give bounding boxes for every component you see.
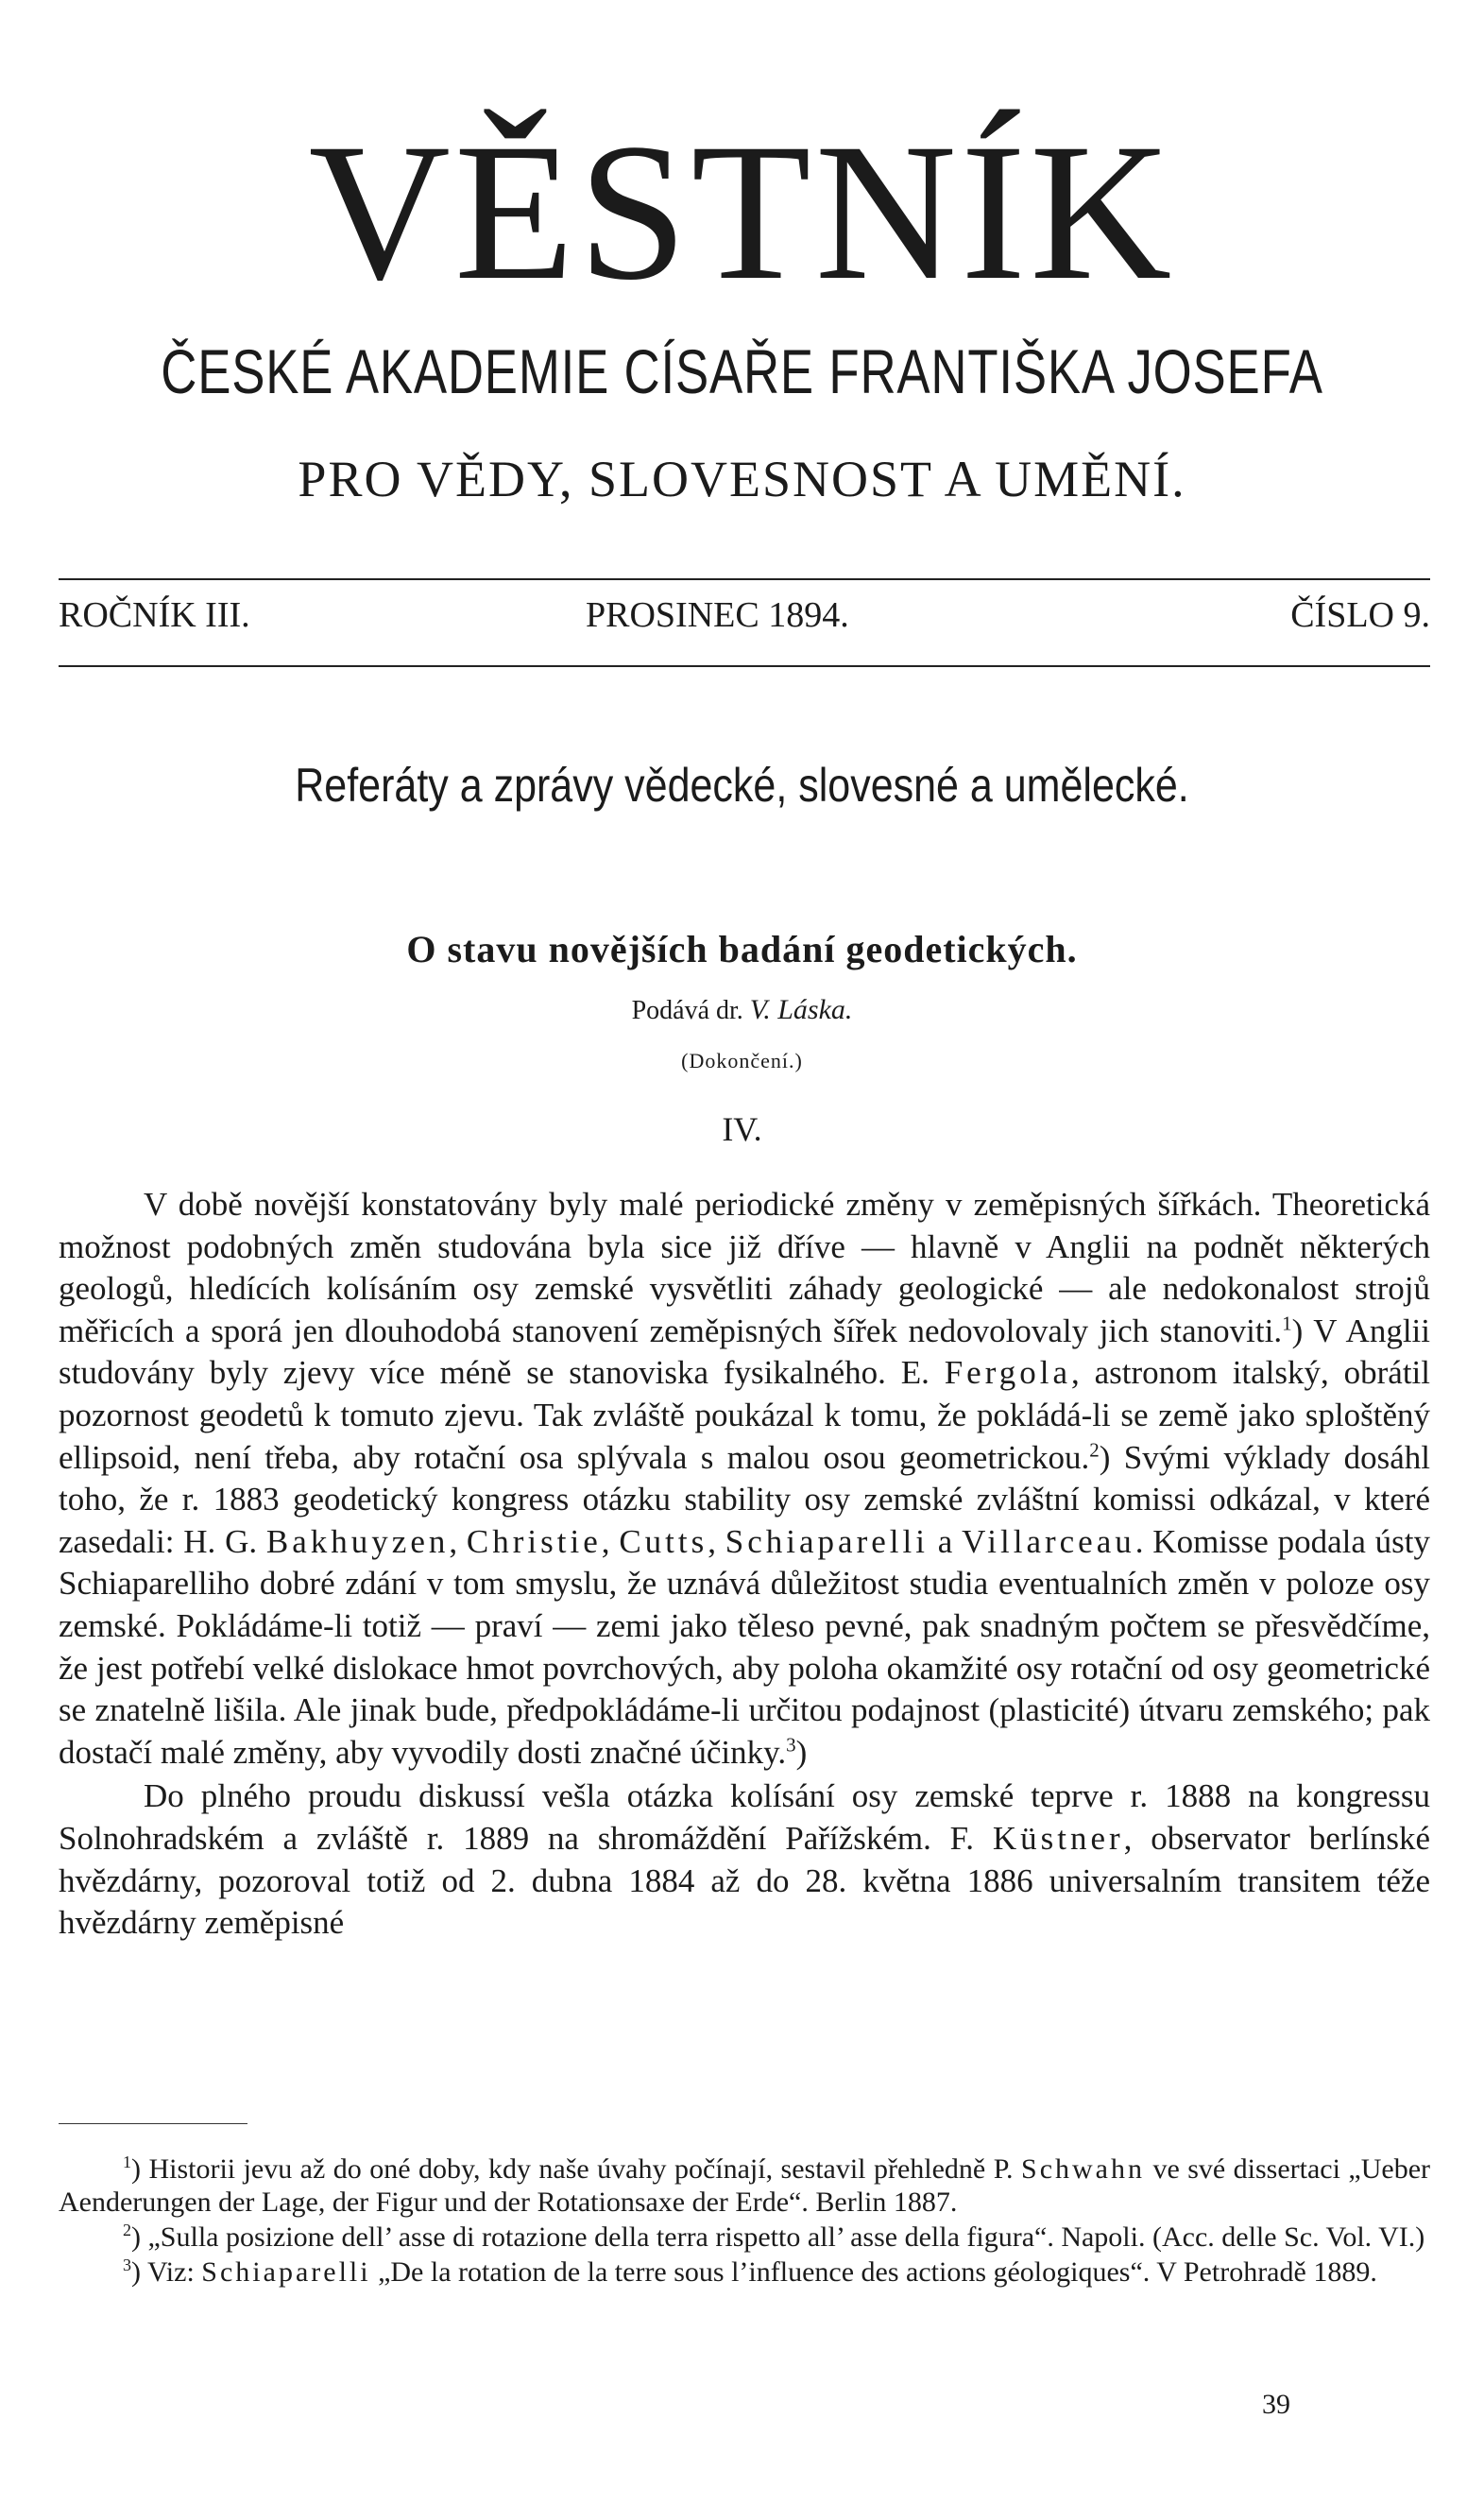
text-run: , — [708, 1522, 725, 1560]
footnote-rule — [59, 2123, 247, 2124]
footnotes — [59, 2152, 1430, 2290]
person-name: Bakhuyzen — [265, 1522, 450, 1560]
continuation-note: (Dokončení.) — [681, 1049, 803, 1072]
text-run: ) „Sulla posizione dell’ asse di rotazione della terra rispetto all’ asse della figura“. Napoli. (Acc. delle Sc. Vol. VI.) — [131, 2221, 1425, 2253]
text-run: . Komisse podala ústy Schiaparelliho dobré zdání v tom smyslu, že uznává důležitost studia eventualních změn v poloze osy zemské. Pokládáme-li totiž — praví — zemi jako těleso pevné, pak snadným počtem se přesvědčíme, že jest potřebí velké dislokace hmot povrchových, aby poloha okamžité osy rotační od osy geometrické se znatelně lišila. Ale jinak bude, předpokládáme-li určitou podajnost (plasticité) útvaru zemského; pak dostačí malé změny, aby vyvodily dosti značné účinky. — [59, 1522, 1431, 1771]
text-run: Do plného proudu diskussí vešla otázka kolísání osy zemské teprve r. 1888 na kongressu Solnohradském a zvláště r. 1889 na shromáždění Pařížském. F. — [59, 1777, 1430, 1857]
person-name: Villarceau — [962, 1522, 1135, 1560]
text-run: , astronom italský, obrátil pozornost geodetů k tomuto zjevu. Tak zvláště poukázal k tomu, že pokládá-li se země jako sploštěný ellipsoid, není třeba, aby rotační osa splývala s malou osou geometrickou. — [59, 1354, 1430, 1476]
byline-prefix: Podává dr. — [631, 996, 743, 1025]
masthead-subtitle: PRO VĚDY, SLOVESNOST A UMĚNÍ. — [298, 451, 1186, 507]
text-run: , observator berlínské hvězdárny, pozoroval totiž od 2. dubna 1884 až do 28. května 1886 universalním transitem téže hvězdárny zeměpisné — [59, 1819, 1430, 1942]
issue-number: ČÍSLO 9. — [1290, 595, 1430, 635]
paragraph-2 — [59, 1775, 1430, 1944]
person-name: Christie — [466, 1522, 602, 1560]
footnote-mark: 2 — [123, 2221, 131, 2239]
text-run: V Anglii studovány byly zjevy více méně se stanoviska fysikalného. E. — [59, 1312, 1430, 1392]
footnote-ref-2: 2 — [1089, 1437, 1100, 1461]
top-rule — [59, 578, 1430, 580]
text-run: ) — [795, 1733, 808, 1771]
masthead-title: VĚSTNÍK — [308, 103, 1176, 320]
paragraph-1: V době novější konstatovány byly malé periodické změny v zeměpisných šířkách. Theoretická možnost podobných změn studována byla sice již dříve — hlavně v Anglii na podnět některých geologů, hledících kolísáním osy zemské vysvětliti záhady geologické — ale nedokonalost strojů měřicích a sporá jen dlouhodobá stanovení zeměpisných šířek nedovolovaly jich stanoviti.$^1$) V Anglii studovány byly zjevy více méně se stanoviska fysikalného. E. Fergola, astronom italský, obrátil pozornost geodetů k tomuto zjevu. Tak zvláště poukázal k tomu, že pokládá-li se země jako sploštěný ellipsoid, není třeba, aby rotační osa splývala s malou osou geometrickou.$^2$) Svými výklady dosáhl toho, že r. 1883 geodetický kongress otázku stability osy zemské zvláštní komissi odkázal, v které zasedali: H. G. Bakhuyzen, Christie, Cutts, Schiaparelli a Villarceau. Komisse podala ústy Schiaparelliho dobré zdání v tom smyslu, že uznává důležitost studia eventualních změn v poloze osy zemské. Pokládáme-li totiž — praví — zemi jako těleso pevné, pak snadným počtem se přesvědčíme, že jest potřebí velké dislokace hmot povrchových, aby poloha okamžité osy rotační od osy geometrické se znatelně lišila. Ale jinak bude, předpokládáme-li určitou podajnost (plasticité) útvaru zemského; pak dostačí malé změny, aby vyvodily dosti značné účinky.$^3$) — [59, 1186, 1431, 1771]
text-run: a — [928, 1522, 963, 1560]
footnote-ref-1: 1 — [1282, 1312, 1292, 1335]
text-run: „De la rotation de la terre sous l’influence des actions géologiques“. V Petrohradě 1889. — [370, 2256, 1377, 2288]
volume-label: ROČNÍK III. — [59, 595, 250, 635]
author-name: V. Láska. — [749, 994, 853, 1025]
page-number: 39 — [1262, 2389, 1290, 2420]
footnote-ref-3: 3 — [786, 1733, 796, 1757]
person-name: Fergola — [944, 1354, 1071, 1392]
person-name: Cutts — [619, 1522, 708, 1560]
issue-date: PROSINEC 1894. — [586, 595, 849, 635]
bottom-rule — [59, 665, 1430, 667]
text-run: , — [601, 1522, 620, 1560]
text-run: ) Historii jevu až do oné doby, kdy naše úvahy počínají, sestavil přehledně P. — [131, 2153, 1022, 2185]
person-name: Schiaparelli — [725, 1522, 929, 1560]
text-run: , — [449, 1522, 467, 1560]
text-run: ) Viz: — [131, 2256, 202, 2288]
byline — [0, 996, 1484, 1024]
person-name: Schiaparelli — [201, 2256, 371, 2288]
article-body — [59, 1184, 1430, 1945]
footnote-mark: 1 — [123, 2152, 131, 2171]
part-number: IV. — [722, 1110, 762, 1148]
person-name: Schwahn — [1021, 2153, 1145, 2185]
footnote-1 — [59, 2152, 1430, 2219]
text-run: ve své dissertaci „Ueber Aenderungen der Lage, der Figur und der Rotationsaxe der Erde“. Berlin 1887. — [59, 2153, 1431, 2218]
footnote-mark: 3 — [123, 2255, 131, 2274]
footnote-3 — [59, 2255, 1430, 2289]
section-title: Referáty a zprávy vědecké, slovesné a umělecké. — [295, 759, 1189, 812]
footnote-2 — [59, 2221, 1430, 2254]
article-title: O stavu novějších badání geodetických. — [406, 928, 1078, 970]
academy-name: ČESKÉ AKADEMIE CÍSAŘE FRANTIŠKA JOSEFA — [161, 336, 1323, 406]
text-run: V době novější konstatovány byly malé periodické změny v zeměpisných šířkách. Theoretická možnost podobných změn studována byla sice již dříve — hlavně v Anglii na podnět některých geologů, hledících kolísáním osy zemské vysvětliti záhady geologické — ale nedokonalost strojů měřicích a sporá jen dlouhodobá stanovení zeměpisných šířek nedovolovaly jich stanoviti. — [59, 1186, 1430, 1349]
text-run: ) Svými výklady dosáhl toho, že r. 1883 geodetický kongress otázku stability osy zemské zvláštní komissi odkázal, v které zasedali: H. G. — [59, 1438, 1430, 1560]
person-name: Küstner — [992, 1819, 1124, 1857]
